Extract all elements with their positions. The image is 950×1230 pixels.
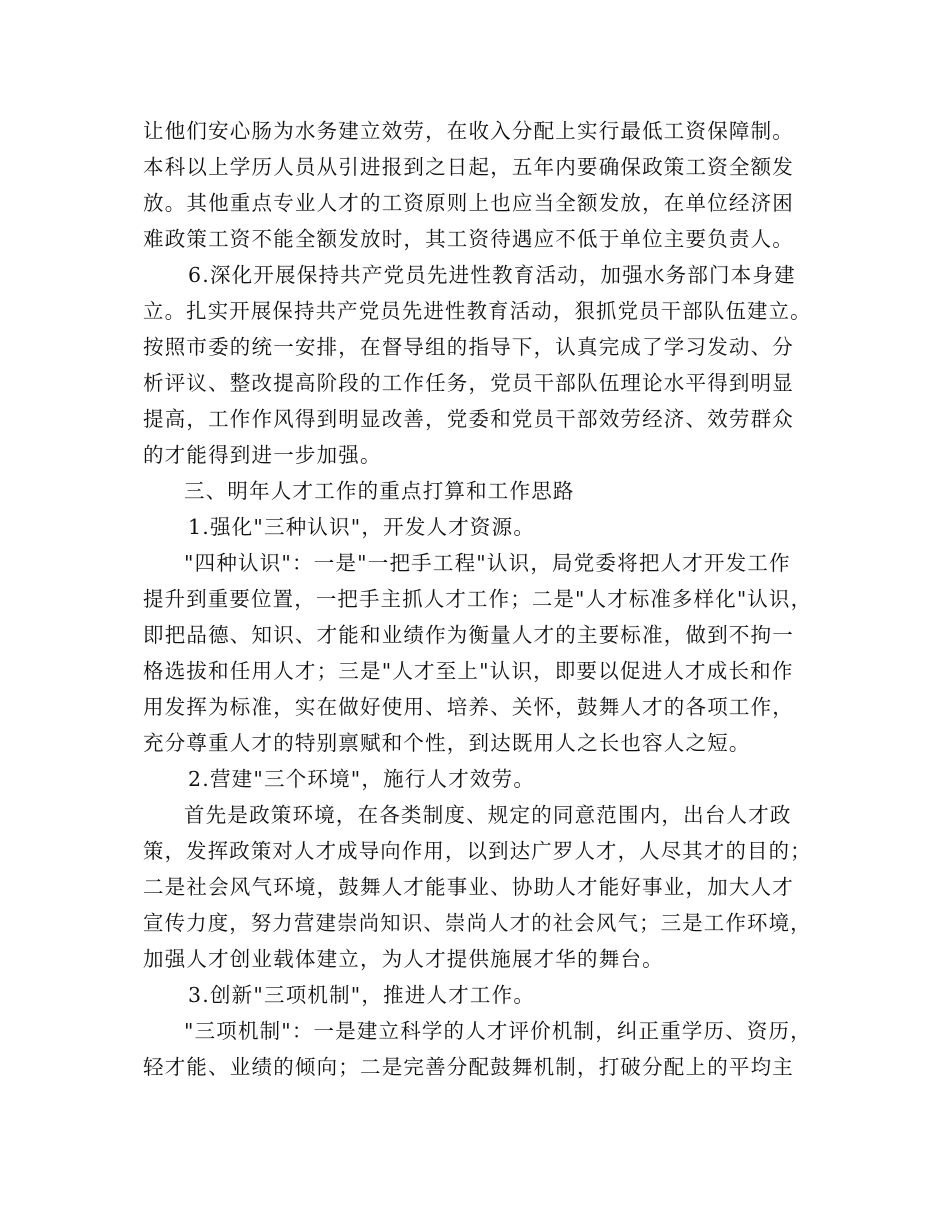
text-line: 放。其他重点专业人才的工资原则上也应当全额发放，在单位经济困 — [143, 191, 794, 215]
text-line: 宣传力度，努力营建崇尚知识、崇尚人才的社会风气；三是工作环境， — [143, 911, 812, 935]
text-line: 难政策工资不能全额发放时，其工资待遇应不低于单位主要负责人。 — [143, 227, 794, 251]
text-line: 3.创新"三项机制"，推进人才工作。 — [188, 983, 536, 1007]
text-line: 提高，工作作风得到明显改善，党委和党员干部效劳经济、效劳群众 — [143, 407, 794, 431]
section-heading: 三、明年人才工作的重点打算和工作思路 — [184, 479, 575, 503]
text-line: 6.深化开展保持共产党员先进性教育活动，加强水务部门本身建 — [188, 263, 796, 287]
text-line: 2.营建"三个环境"，施行人才效劳。 — [188, 767, 536, 791]
text-line: 二是社会风气环境，鼓舞人才能事业、协助人才能好事业，加大人才 — [143, 875, 794, 899]
text-line: 让他们安心肠为水务建立效劳，在收入分配上实行最低工资保障制。 — [143, 119, 794, 143]
text-line: 按照市委的统一安排，在督导组的指导下，认真完成了学习发动、分 — [143, 335, 794, 359]
text-line: "三项机制"：一是建立科学的人才评价机制，纠正重学历、资历， — [184, 1019, 812, 1043]
text-line: 的才能得到进一步加强。 — [143, 443, 382, 467]
text-line: 格选拔和任用人才；三是"人才至上"认识，即要以促进人才成长和作 — [143, 659, 794, 683]
text-line: 充分尊重人才的特别禀赋和个性，到达既用人之长也容人之短。 — [143, 731, 751, 755]
text-line: 用发挥为标准，实在做好使用、培养、关怀，鼓舞人才的各项工作， — [143, 695, 794, 719]
text-line: 首先是政策环境，在各类制度、规定的同意范围内，出台人才政 — [184, 803, 792, 827]
text-line: 提升到重要位置，一把手主抓人才工作；二是"人才标准多样化"认识， — [143, 587, 813, 611]
text-line: "四种认识"：一是"一把手工程"认识，局党委将把人才开发工作 — [184, 551, 791, 575]
text-line: 析评议、整改提高阶段的工作任务，党员干部队伍理论水平得到明显 — [143, 371, 794, 395]
text-line: 加强人才创业载体建立，为人才提供施展才华的舞台。 — [143, 947, 664, 971]
text-line: 轻才能、业绩的倾向；二是完善分配鼓舞机制，打破分配上的平均主 — [143, 1055, 794, 1079]
text-line: 即把品德、知识、才能和业绩作为衡量人才的主要标准，做到不拘一 — [143, 623, 794, 647]
text-line: 策，发挥政策对人才成导向作用，以到达广罗人才，人尽其才的目的； — [143, 839, 812, 863]
text-line: 立。扎实开展保持共产党员先进性教育活动，狠抓党员干部队伍建立。 — [143, 299, 812, 323]
text-line: 1.强化"三种认识"，开发人才资源。 — [188, 515, 536, 539]
text-line: 本科以上学历人员从引进报到之日起，五年内要确保政策工资全额发 — [143, 155, 794, 179]
